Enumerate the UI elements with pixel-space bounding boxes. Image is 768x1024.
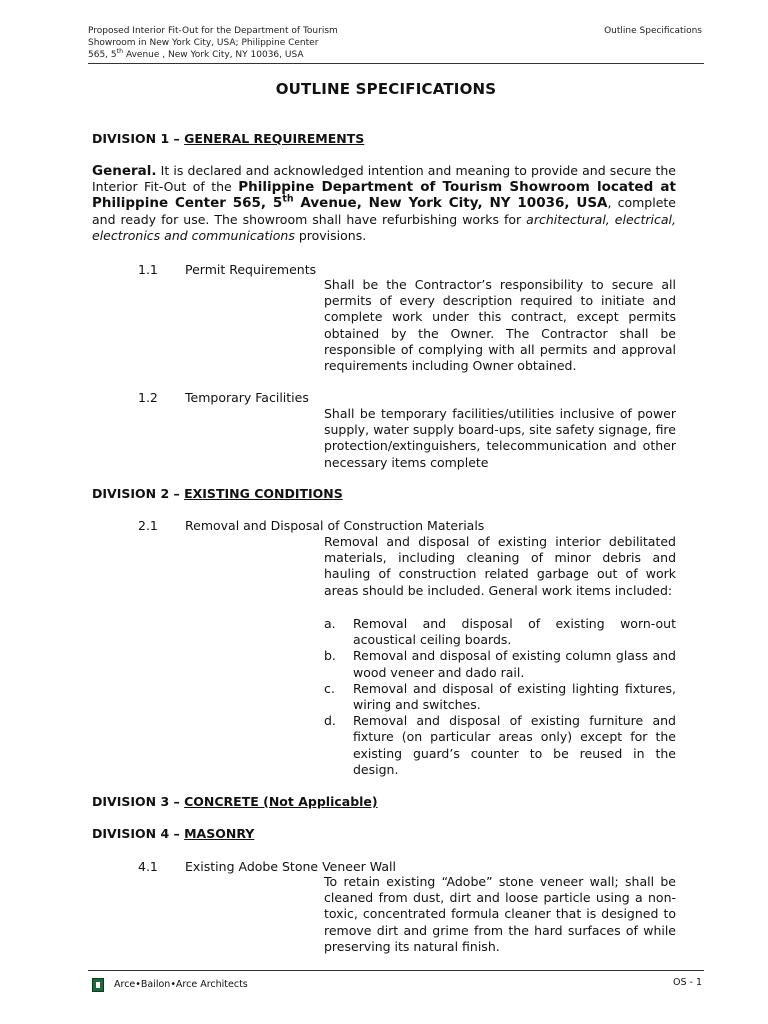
- general-paragraph: [92, 163, 676, 244]
- list-item-label: a.: [324, 616, 336, 631]
- item-title: Temporary Facilities: [185, 390, 309, 405]
- general-bold-2: Avenue, New York City, NY 10036, USA: [293, 195, 608, 212]
- division-2-prefix: DIVISION 2 –: [92, 486, 185, 501]
- header-line-1: Proposed Interior Fit-Out for the Department of Tourism: [88, 26, 338, 36]
- general-bold-sup: th: [282, 193, 294, 205]
- list-item-text: Removal and disposal of existing lighting fixtures, wiring and switches.: [353, 680, 676, 713]
- header-doc-type: Outline Specifications: [604, 26, 702, 36]
- footer-firm-name: Arce•Bailon•Arce Architects: [114, 979, 248, 990]
- division-2-name: EXISTING CONDITIONS: [184, 486, 343, 501]
- header-divider: [88, 63, 704, 64]
- item-title: Removal and Disposal of Construction Materials: [185, 518, 485, 533]
- general-bold-1: Philippine Department of Tourism Showroom located at Philippine Center 565, 5: [92, 179, 676, 212]
- item-body: Shall be temporary facilities/utilities inclusive of power supply, water supply board-ups, site safety signage, fire protection/extinguishers, telecommunication and other necessary items complete: [324, 406, 676, 470]
- division-1-name: GENERAL REQUIREMENTS: [184, 131, 365, 146]
- division-3-heading: [92, 794, 378, 809]
- item-body: To retain existing “Adobe” stone veneer wall; shall be cleaned from dust, dirt and loose particle using a non-toxic, concentrated formula cleaner that is designed to remove dirt and grime from the hard surfaces of while preserving its natural finish.: [324, 874, 676, 954]
- division-4-heading: [92, 826, 254, 841]
- firm-logo-icon: [92, 978, 104, 992]
- footer-divider: [88, 970, 704, 971]
- header-line-3-sup: th: [116, 48, 124, 55]
- general-text-2: , complete and ready for use. The showroom shall have refurbishing works for: [92, 195, 676, 227]
- item-number: 1.2: [138, 390, 158, 405]
- item-title: Existing Adobe Stone Veneer Wall: [185, 859, 396, 874]
- list-item-label: c.: [324, 680, 335, 696]
- item-body: Removal and disposal of existing interior debilitated materials, including cleaning of minor debris and hauling of construction related garbage out of work areas should be included. General work items included:: [324, 534, 676, 598]
- header-line-3: [88, 49, 338, 61]
- general-text-1: It is declared and acknowledged intention and meaning to provide and secure the Interior Fit-Out of the: [92, 163, 676, 195]
- header-line-3-post: Avenue , New York City, NY 10036, USA: [123, 50, 304, 60]
- item-number: 4.1: [138, 859, 158, 874]
- division-4-name: MASONRY: [184, 826, 255, 841]
- item-title: Permit Requirements: [185, 262, 317, 277]
- division-3-name: CONCRETE (Not Applicable): [184, 794, 378, 809]
- header-line-3-pre: 565, 5: [88, 50, 117, 60]
- division-1-prefix: DIVISION 1 –: [92, 131, 185, 146]
- division-3-prefix: DIVISION 3 –: [92, 794, 185, 809]
- division-4-prefix: DIVISION 4 –: [92, 826, 185, 841]
- list-item-text: Removal and disposal of existing worn-out acoustical ceiling boards.: [353, 616, 676, 648]
- item-body: Shall be the Contractor’s responsibility to secure all permits of every description required to initiate and complete work under this contract, except permits obtained by the Owner. The Contractor shall be responsible of complying with all permits and approval requirements including Owner obtained.: [324, 277, 676, 374]
- general-text-3: provisions.: [294, 227, 367, 243]
- list-item: [324, 616, 676, 648]
- list-item-text: Removal and disposal of existing furniture and fixture (on particular areas only) except for the existing guard’s counter to be reused in the design.: [353, 713, 676, 777]
- list-item: [324, 713, 676, 778]
- header-project-info: [88, 25, 338, 61]
- division-1-heading: [92, 131, 364, 146]
- item-number: 2.1: [138, 518, 158, 533]
- general-italic: architectural, electrical, electronics and communications: [92, 211, 676, 243]
- list-item-label: d.: [324, 713, 336, 729]
- division-2-heading: [92, 486, 343, 501]
- page-number: OS - 1: [672, 977, 702, 988]
- list-item: [324, 648, 676, 680]
- item-number: 1.1: [138, 262, 158, 277]
- header-line-2: Showroom in New York City, USA; Philippine Center: [88, 38, 319, 48]
- sub-item-list: [324, 616, 676, 778]
- general-label: General.: [92, 163, 157, 179]
- page-title: OUTLINE SPECIFICATIONS: [275, 80, 497, 98]
- list-item-label: b.: [324, 648, 336, 664]
- list-item: [324, 681, 676, 713]
- list-item-text: Removal and disposal of existing column glass and wood veneer and dado rail.: [353, 648, 676, 680]
